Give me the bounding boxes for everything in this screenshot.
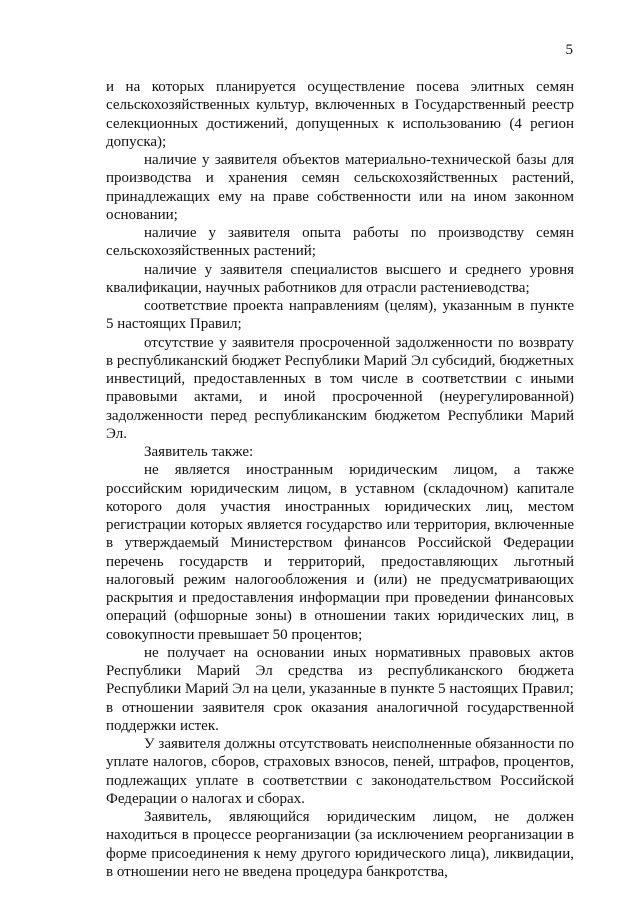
paragraph: не получает на основании иных нормативных правовых актов Республики Марий Эл средства из республиканского бюджета Республики Марий Эл на цели, указанные в пункте 5 настоящих Правил; (106, 644, 574, 698)
paragraph: Заявитель, являющийся юридическим лицом, не должен находиться в процессе реорганизации (за исключением реорганизации в форме присоединения к нему другого юридического лица), ликвидации, в отношении него не введена процедура банкротства, (106, 809, 574, 880)
paragraph: наличие у заявителя специалистов высшего и среднего уровня квалификации, научных работников для отрасли растениеводства; (106, 261, 574, 296)
paragraph: и на которых планируется осуществление посева элитных семян сельскохозяйственных культур, включенных в Государственный реестр селекционных достижений, допущенных к использованию (4 регион допуска); (106, 79, 574, 150)
paragraph: не является иностранным юридическим лицом, а также российским юридическим лицом, в уставном (складочном) капитале которого доля участия иностранных юридических лиц, местом регистрации которых является государство или территория, включенные в утверждаемый Министерством финансов Российской Федерации перечень государств и территорий, предоставляющих льготный налоговый режим налогообложения и (или) не предусматривающих раскрытия и предоставления информации при проведении финансовых операций (офшорные зоны) в отношении таких юридических лиц, в совокупности превышает 50 процентов; (106, 462, 574, 643)
paragraph: отсутствие у заявителя просроченной задолженности по возврату в республиканский бюджет Республики Марий Эл субсидий, бюджетных инвестиций, предоставленных в том числе в соответствии с иными правовыми актами, и иной просроченной (неурегулированной) задолженности перед республиканским бюджетом Республики Марий Эл. (106, 334, 574, 442)
paragraph: Заявитель также: (144, 444, 254, 460)
paragraph: наличие у заявителя опыта работы по производству семян сельскохозяйственных растений; (106, 225, 574, 260)
paragraph: соответствие проекта направлениям (целям), указанным в пункте 5 настоящих Правил; (106, 298, 574, 333)
paragraph: наличие у заявителя объектов материально-технической базы для производства и хранения семян сельскохозяйственных растений, принадлежащих ему на праве собственности или на ином законном основании; (106, 152, 574, 223)
page-number: 5 (565, 42, 573, 58)
paragraph: У заявителя должны отсутствовать неисполненные обязанности по уплате налогов, сборов, страховых взносов, пеней, штрафов, процентов, подлежащих уплате в соответствии с законодательством Российской Федерации о налогах и сборах. (106, 736, 574, 807)
paragraph: в отношении заявителя срок оказания аналогичной государственной поддержки истек. (106, 699, 574, 734)
document-body (106, 78, 574, 881)
